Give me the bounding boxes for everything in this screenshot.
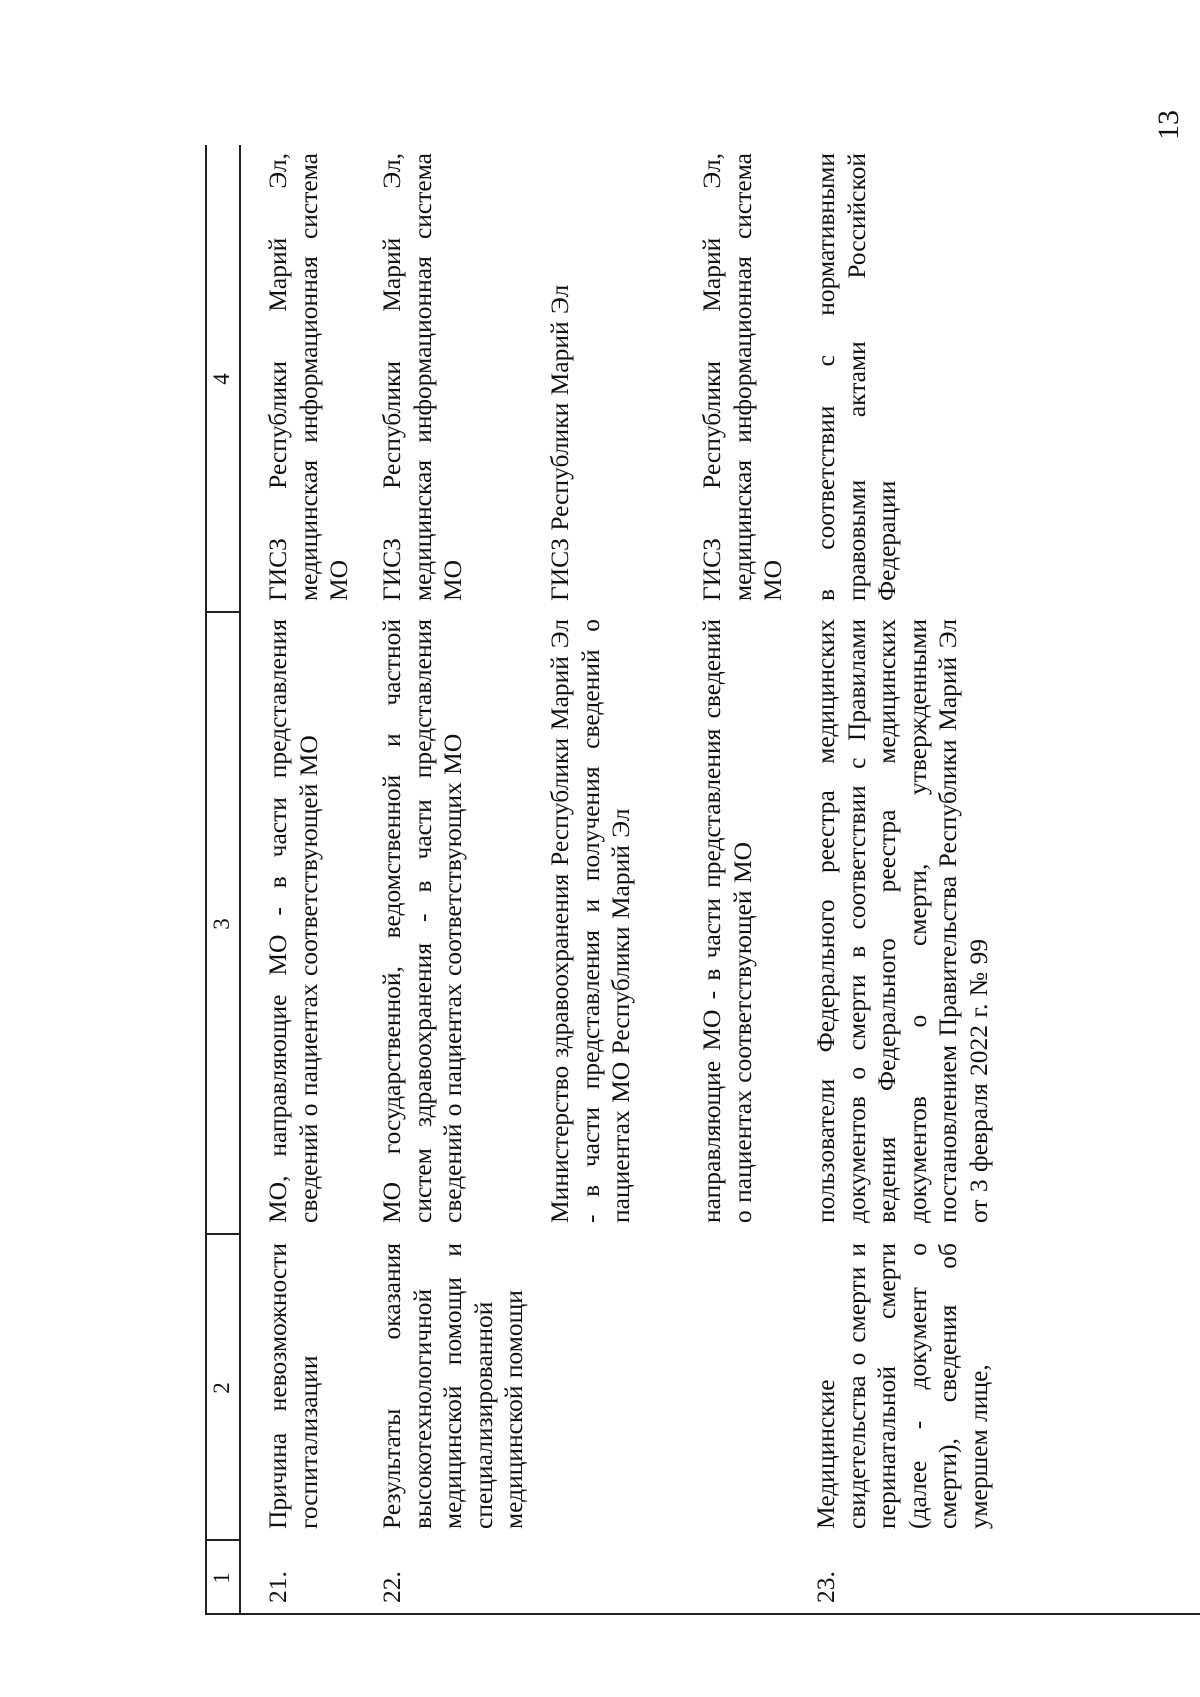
row-supplier: МО, направляющие МО - в части представления сведений о пациентах соответствующей МО [263,619,323,1223]
page-number: 13 [1152,110,1185,140]
column-header-2: 2 [209,1382,234,1394]
row-source: ГИСЗ Республики Марий Эл [545,284,574,601]
data-table [205,145,1200,1615]
row-supplier: направляющие МО - в части представления сведений о пациентах соответствующей МО [697,619,757,1223]
row-source: ГИСЗ Республики Марий Эл, медицинская информационная система МО [697,153,787,601]
row-supplier: МО государственной, ведомственной и частной систем здравоохранения - в части представления сведений о пациентах соответствующих МО [377,619,467,1223]
row-info-type: Результаты оказания высокотехнологичной медицинской помощи и специализированной медицинской помощи [377,1243,528,1529]
row-source: ГИСЗ Республики Марий Эл, медицинская информационная система МО [377,153,467,601]
column-header-4: 4 [209,373,234,385]
row-number: 21. [263,1571,292,1603]
row-number: 23. [811,1571,840,1603]
row-supplier: Министерство здравоохранения Республики Марий Эл - в части представления и получения сведений о пациентах МО Республики Марий Эл [545,619,635,1223]
header-bottom-line [239,145,241,1615]
column-header-1: 1 [209,1572,234,1584]
table-border-top [205,145,207,1615]
row-source: в соответствии с нормативными правовыми актами Российской Федерации [811,153,901,601]
row-source: ГИСЗ Республики Марий Эл, медицинская информационная система МО [263,153,353,601]
row-number: 22. [377,1571,406,1603]
column-header-3: 3 [209,918,234,930]
table-border-left [205,1614,1200,1616]
row-info-type: Медицинские свидетельства о смерти и перинатальной смерти (далее - документ о смерти), сведения об умершем лице, [811,1243,993,1529]
row-info-type: Причина невозможности госпитализации [263,1243,323,1529]
row-supplier: пользователи Федерального реестра медицинских документов о смерти в соответствии с Правилами ведения Федерального реестра медицинских документов о смерти, утвержденными постановлением Правительства Республики Марий Эл от 3 февраля 2022 г. № 99 [811,619,993,1223]
